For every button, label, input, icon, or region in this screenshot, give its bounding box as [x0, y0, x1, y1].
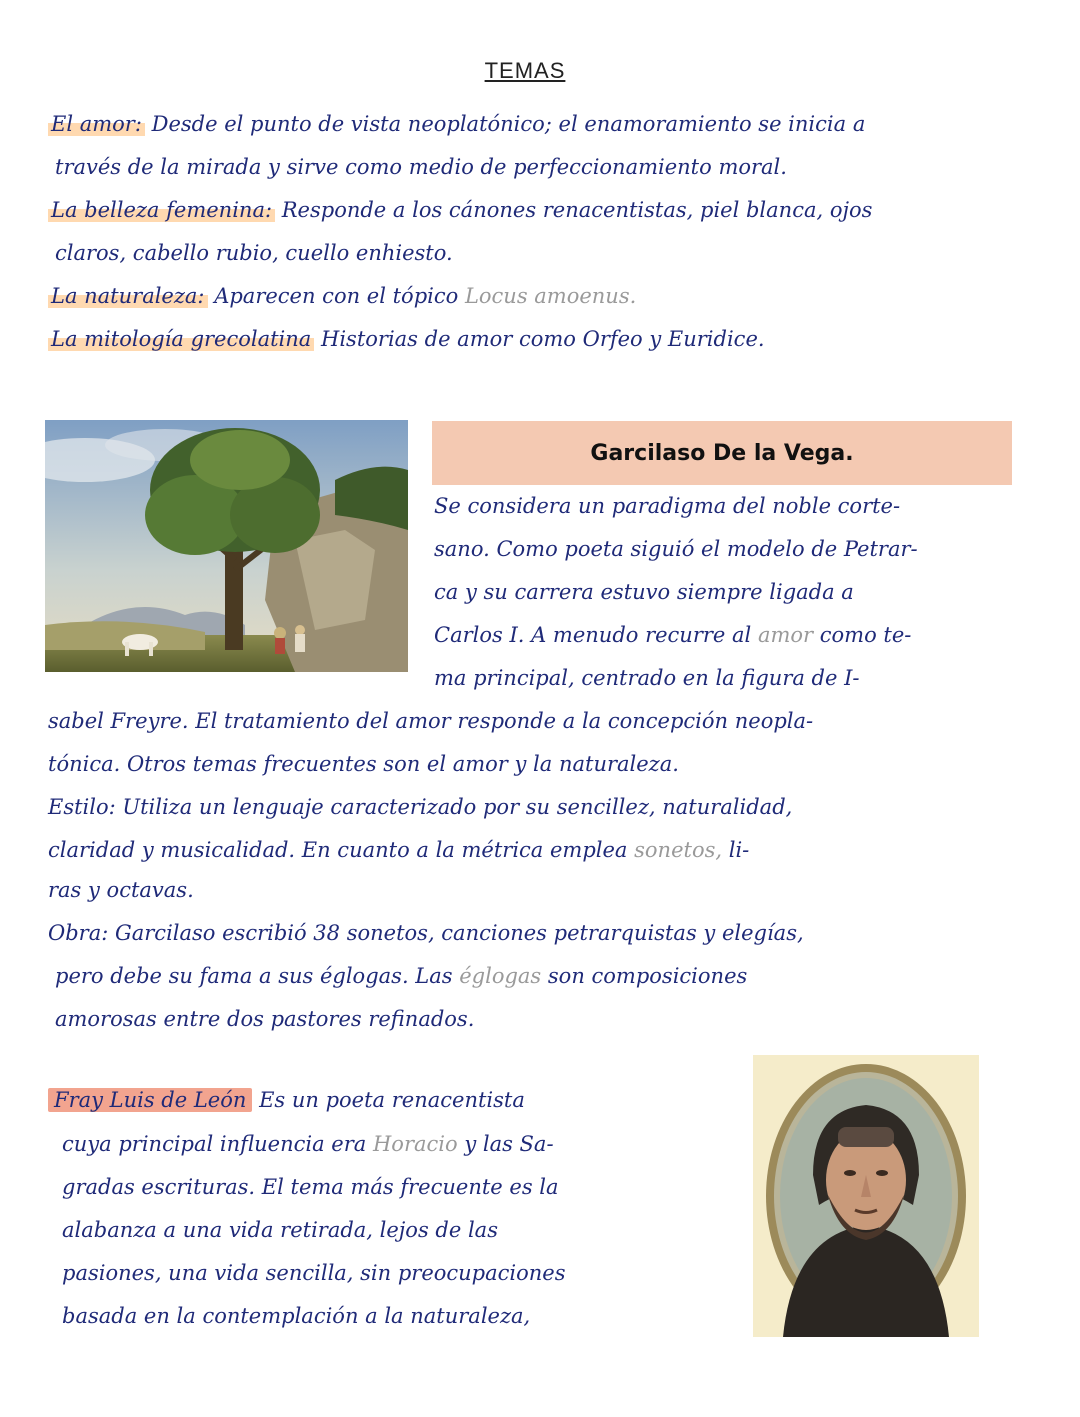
garcilaso-line-3: ca y su carrera estuvo siempre ligada a — [434, 580, 854, 604]
landscape-painting-svg — [45, 420, 408, 672]
fray-luis-line-6: basada en la contemplación a la naturaleza, — [62, 1304, 531, 1328]
fray-luis-line-2a: cuya principal influencia era — [62, 1132, 367, 1156]
garcilaso-line-4b: como te- — [819, 623, 912, 647]
garcilaso-obra-2-grey: églogas — [459, 964, 542, 988]
garcilaso-estilo-2a: claridad y musicalidad. En cuanto a la métrica emplea — [48, 838, 628, 862]
fray-luis-name: Fray Luis de León — [48, 1088, 252, 1112]
garcilaso-line-5: ma principal, centrado en la figura de I- — [434, 666, 860, 690]
portrait-svg — [753, 1055, 979, 1337]
garcilaso-estilo-2b: li- — [728, 838, 750, 862]
tema-amor-label: El amor: — [48, 112, 145, 136]
tema-naturaleza-line — [48, 284, 636, 308]
tema-naturaleza-text: Aparecen con el tópico — [214, 284, 459, 308]
garcilaso-line-6: sabel Freyre. El tratamiento del amor responde a la concepción neopla- — [48, 709, 814, 733]
fray-luis-line-1 — [48, 1088, 525, 1112]
garcilaso-estilo-3: ras y octavas. — [48, 878, 194, 902]
garcilaso-line-2: sano. Como poeta siguió el modelo de Petrar- — [434, 537, 918, 561]
fray-luis-line-3: gradas escrituras. El tema más frecuente es la — [62, 1175, 559, 1199]
tema-mitologia-line — [48, 327, 765, 351]
fray-luis-line-2 — [62, 1132, 554, 1156]
fray-luis-line-5: pasiones, una vida sencilla, sin preocupaciones — [62, 1261, 566, 1285]
garcilaso-obra-1: Obra: Garcilaso escribió 38 sonetos, canciones petrarquistas y elegías, — [48, 921, 804, 945]
garcilaso-heading: Garcilaso De la Vega. — [590, 440, 854, 466]
tema-amor-text2: través de la mirada y sirve como medio de perfeccionamiento moral. — [55, 155, 787, 179]
tema-mitologia-text: Historias de amor como Orfeo y Euridice. — [321, 327, 765, 351]
garcilaso-line-4 — [434, 623, 911, 647]
garcilaso-obra-2a: pero debe su fama a sus églogas. Las — [55, 964, 453, 988]
garcilaso-estilo-1: Estilo: Utiliza un lenguaje caracterizado por su sencillez, naturalidad, — [48, 795, 793, 819]
tema-amor-text1: Desde el punto de vista neoplatónico; el enamoramiento se inicia a — [151, 112, 866, 136]
garcilaso-estilo-2-grey: sonetos, — [634, 838, 723, 862]
tema-belleza-line1 — [48, 198, 872, 222]
tema-belleza-text1: Responde a los cánones renacentistas, piel blanca, ojos — [281, 198, 873, 222]
tema-naturaleza-topico: Locus amoenus. — [464, 284, 637, 308]
garcilaso-line-4a: Carlos I. A menudo recurre al — [434, 623, 752, 647]
tema-amor-line1 — [48, 112, 865, 136]
fray-luis-line-2-grey: Horacio — [372, 1132, 458, 1156]
fray-luis-line-2b: y las Sa- — [464, 1132, 554, 1156]
garcilaso-line-1: Se considera un paradigma del noble corte- — [434, 494, 901, 518]
tema-mitologia-label: La mitología grecolatina — [48, 327, 314, 351]
fray-luis-portrait — [753, 1055, 979, 1337]
garcilaso-obra-3: amorosas entre dos pastores refinados. — [55, 1007, 475, 1031]
fray-luis-line-1-text: Es un poeta renacentista — [259, 1088, 525, 1112]
tema-belleza-text2: claros, cabello rubio, cuello enhiesto. — [55, 241, 453, 265]
garcilaso-heading-box — [432, 421, 1012, 485]
tema-belleza-label: La belleza femenina: — [48, 198, 275, 222]
page-title: TEMAS — [484, 58, 566, 83]
fray-luis-line-4: alabanza a una vida retirada, lejos de las — [62, 1218, 498, 1242]
garcilaso-line-4-grey: amor — [757, 623, 814, 647]
landscape-painting — [45, 420, 408, 672]
garcilaso-obra-2 — [55, 964, 747, 988]
garcilaso-obra-2b: son composiciones — [547, 964, 748, 988]
garcilaso-estilo-2 — [48, 838, 749, 862]
tema-naturaleza-label: La naturaleza: — [48, 284, 208, 308]
garcilaso-line-7: tónica. Otros temas frecuentes son el amor y la naturaleza. — [48, 752, 679, 776]
